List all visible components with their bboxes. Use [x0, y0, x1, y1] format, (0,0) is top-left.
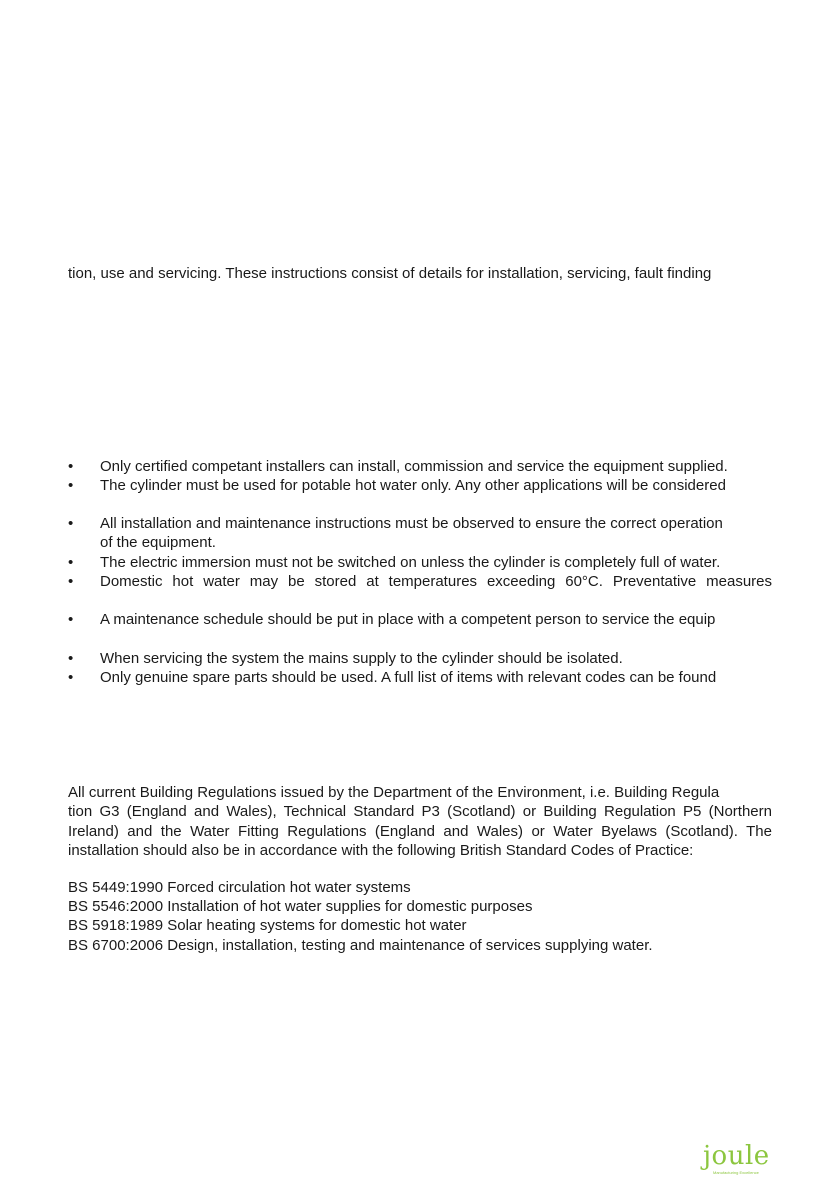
- paragraph-line: Ireland) and the Water Fitting Regulations (England and Wales) or Water Byelaws (Scotland). The: [68, 822, 772, 840]
- logo-wordmark: joule: [703, 1141, 770, 1171]
- paragraph-line: tion G3 (England and Wales), Technical Standard P3 (Scotland) or Building Regulation P5 (Northern: [68, 803, 772, 821]
- standards-list: [68, 878, 653, 955]
- bullet-icon: •: [68, 650, 74, 667]
- paragraph-line: installation should also be in accordance with the following British Standard Codes of Practice:: [68, 841, 694, 859]
- bullet-text: The electric immersion must not be switched on unless the cylinder is completely full of water.: [100, 554, 721, 571]
- bullet-text: When servicing the system the mains supply to the cylinder should be isolated.: [100, 650, 623, 667]
- bullet-icon: •: [68, 458, 74, 475]
- bullet-text: Only certified competant installers can install, commission and service the equipment supplied.: [100, 458, 728, 475]
- standard-item: BS 6700:2006 Design, installation, testing and maintenance of services supplying water.: [68, 936, 653, 954]
- standard-item: BS 5449:1990 Forced circulation hot water systems: [68, 879, 411, 896]
- regulations-paragraph: [68, 783, 772, 860]
- bullet-icon: •: [68, 515, 74, 532]
- standard-item: BS 5546:2000 Installation of hot water supplies for domestic purposes: [68, 898, 533, 916]
- bullet-icon: •: [68, 669, 74, 686]
- bullet-text: The cylinder must be used for potable hot water only. Any other applications will be considered: [100, 477, 726, 494]
- bullet-text: Domestic hot water may be stored at temperatures exceeding 60°C. Preventative measures: [100, 573, 772, 590]
- bullet-text: of the equipment.: [100, 534, 216, 551]
- joule-logo: [703, 1143, 773, 1177]
- bullet-icon: •: [68, 611, 74, 628]
- logo-tagline: Manufacturing Excellence: [713, 1170, 759, 1175]
- bullet-icon: •: [68, 477, 74, 494]
- bullet-text: A maintenance schedule should be put in place with a competent person to service the equip: [100, 611, 716, 628]
- bullet-text: Only genuine spare parts should be used. A full list of items with relevant codes can be found: [100, 669, 717, 686]
- bullet-text: All installation and maintenance instructions must be observed to ensure the correct operation: [100, 515, 723, 532]
- bullet-icon: •: [68, 554, 74, 571]
- paragraph-line: All current Building Regulations issued by the Department of the Environment, i.e. Building Regula: [68, 784, 720, 801]
- bullet-icon: •: [68, 573, 74, 590]
- standard-item: BS 5918:1989 Solar heating systems for domestic hot water: [68, 917, 467, 935]
- intro-fragment: tion, use and servicing. These instructions consist of details for installation, servicing, fault finding: [68, 265, 712, 282]
